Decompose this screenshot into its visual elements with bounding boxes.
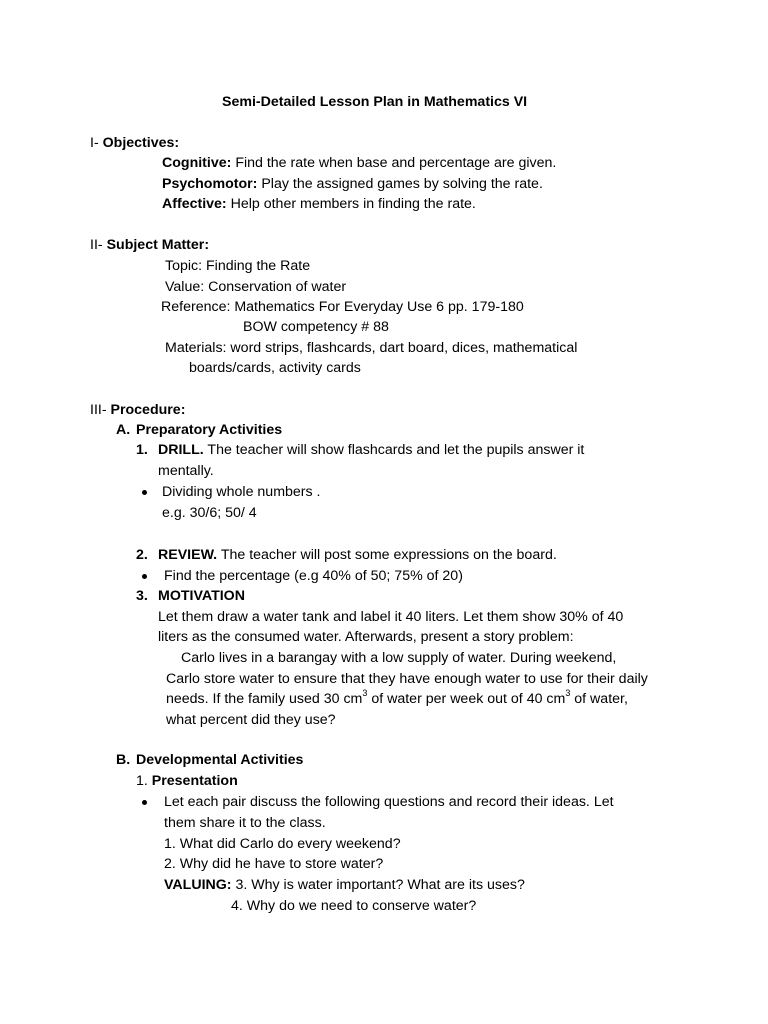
developmental-letter: B. xyxy=(116,752,131,768)
story-line-2: Carlo store water to ensure that they have enough water to use for their daily xyxy=(166,671,648,687)
objective-text: Play the assigned games by solving the rate. xyxy=(261,176,543,192)
drill-text: The teacher will show flashcards and let the pupils answer it xyxy=(203,442,585,458)
question-4: 4. Why do we need to conserve water? xyxy=(231,898,477,914)
drill-bullet: Dividing whole numbers . xyxy=(162,484,321,500)
story-text: of water per week out of 40 cm xyxy=(367,691,566,707)
superscript: 3 xyxy=(565,688,571,699)
story-line-4: what percent did they use? xyxy=(166,712,336,728)
section-heading: Procedure: xyxy=(110,402,186,418)
story-line-1: Carlo lives in a barangay with a low supply of water. During weekend, xyxy=(181,650,617,666)
value-line: Value: Conservation of water xyxy=(165,279,347,295)
story-line-3 xyxy=(166,690,628,708)
reference-line: Reference: Mathematics For Everyday Use 6 pp. 179-180 xyxy=(161,299,524,315)
objective-label: Psychomotor: xyxy=(162,176,258,192)
question-text: 3. Why is water important? What are its uses? xyxy=(231,877,525,893)
objective-affective xyxy=(162,195,476,213)
section-numeral: II- xyxy=(90,237,103,253)
page-title: Semi-Detailed Lesson Plan in Mathematics VI xyxy=(222,94,528,110)
drill-line xyxy=(158,441,584,459)
valuing-label: VALUING: xyxy=(164,877,232,893)
topic-line: Topic: Finding the Rate xyxy=(165,258,311,274)
preparatory-heading: Preparatory Activities xyxy=(136,422,283,438)
presentation-bullet-continued: them share it to the class. xyxy=(164,815,326,831)
motivation-number: 3. xyxy=(136,588,148,604)
review-bullet: Find the percentage (e.g 40% of 50; 75% of 20) xyxy=(164,568,463,584)
bullet-icon xyxy=(142,574,147,579)
objective-label: Cognitive: xyxy=(162,155,232,171)
section-numeral: III- xyxy=(90,402,107,418)
motivation-line-continued: liters as the consumed water. Afterwards, present a story problem: xyxy=(158,629,574,645)
bullet-icon xyxy=(142,800,147,805)
drill-example: e.g. 30/6; 50/ 4 xyxy=(162,505,257,521)
presentation-bullet: Let each pair discuss the following questions and record their ideas. Let xyxy=(164,794,614,810)
story-text: needs. If the family used 30 cm xyxy=(166,691,363,707)
motivation-line: Let them draw a water tank and label it 40 liters. Let them show 30% of 40 xyxy=(158,609,624,625)
drill-line-continued: mentally. xyxy=(158,463,214,479)
review-number: 2. xyxy=(136,547,148,563)
subject-matter-heading xyxy=(90,236,209,254)
drill-label: DRILL. xyxy=(158,442,204,458)
question-1: 1. What did Carlo do every weekend? xyxy=(164,836,401,852)
question-2: 2. Why did he have to store water? xyxy=(164,856,384,872)
objective-text: Help other members in finding the rate. xyxy=(230,196,476,212)
drill-number: 1. xyxy=(136,442,148,458)
procedure-heading xyxy=(90,401,185,419)
review-text: The teacher will post some expressions on the board. xyxy=(217,547,557,563)
objectives-heading xyxy=(90,134,179,152)
section-numeral: I- xyxy=(90,135,99,151)
developmental-heading: Developmental Activities xyxy=(136,752,304,768)
materials-line: Materials: word strips, flashcards, dart board, dices, mathematical xyxy=(165,340,578,356)
section-heading: Objectives: xyxy=(102,135,180,151)
bullet-icon xyxy=(142,490,147,495)
review-label: REVIEW. xyxy=(158,547,218,563)
objective-label: Affective: xyxy=(162,196,227,212)
story-text: of water, xyxy=(570,691,628,707)
section-heading: Subject Matter: xyxy=(106,237,210,253)
objective-cognitive xyxy=(162,154,556,172)
objective-psychomotor xyxy=(162,175,543,193)
bow-competency-line: BOW competency # 88 xyxy=(243,319,389,335)
presentation-label: Presentation xyxy=(151,773,238,789)
presentation-number: 1. xyxy=(136,773,148,789)
motivation-label: MOTIVATION xyxy=(158,588,245,604)
presentation-line xyxy=(136,772,238,790)
objective-text: Find the rate when base and percentage are given. xyxy=(235,155,557,171)
superscript: 3 xyxy=(362,688,368,699)
preparatory-letter: A. xyxy=(116,422,131,438)
question-3 xyxy=(164,876,525,894)
review-line xyxy=(158,546,557,564)
materials-line-continued: boards/cards, activity cards xyxy=(189,360,361,376)
